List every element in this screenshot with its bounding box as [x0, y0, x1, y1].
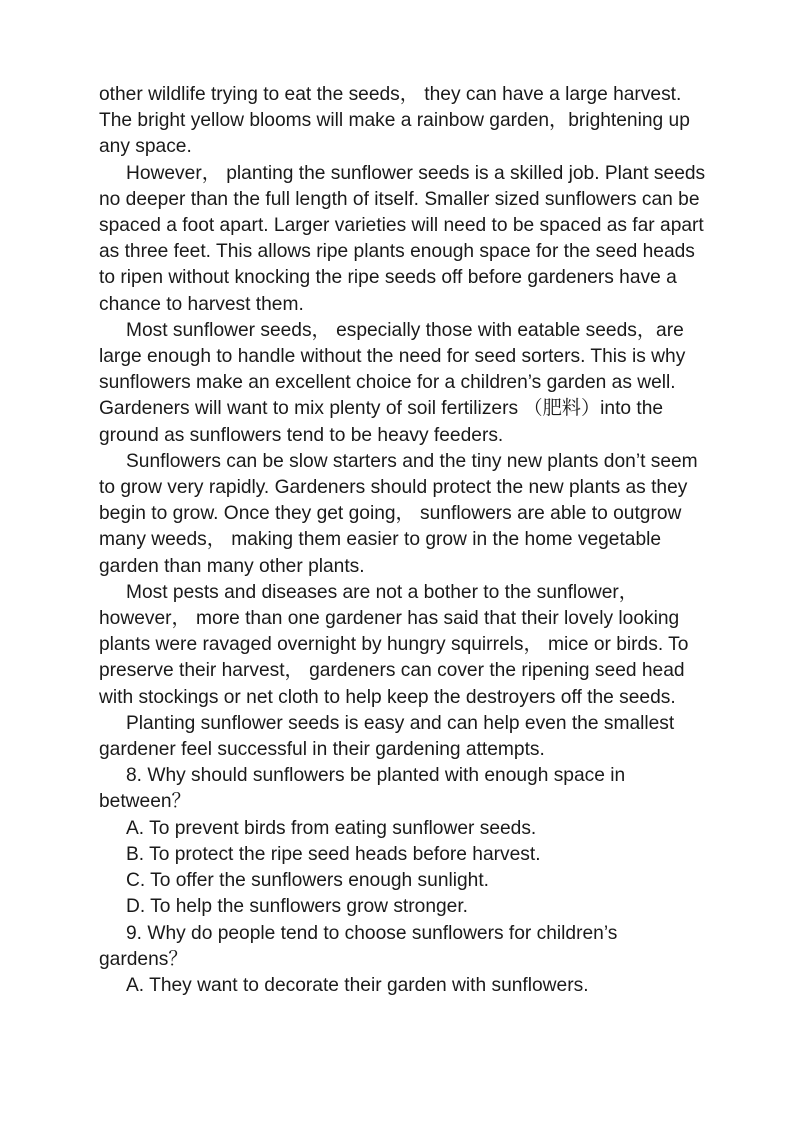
paragraph-planting: However， planting the sunflower seeds is a skilled job. Plant seeds no deeper than the full length of itself. Smaller sized sunflowers can be spaced a foot apart. Larger varieties will need to be spaced as far apart as three feet. This allows ripe plants enough space for the seed heads to ripen without knocking the ripe seeds off before gardeners have a chance to harvest them.: [99, 162, 706, 315]
question-8: [99, 763, 709, 920]
document-page: [99, 82, 709, 999]
question-option: D. To help the sunflowers grow stronger.: [126, 896, 468, 918]
paragraph-continuation: other wildlife trying to eat the seeds， they can have a large harvest. The bright yellow blooms will make a rainbow garden，brightening up any space.: [99, 84, 690, 158]
paragraph-seeds: Most sunflower seeds， especially those with eatable seeds，are large enough to handle without the need for seed sorters. This is why sunflowers make an excellent choice for a children’s garden as well. Gardeners will want to mix plenty of soil fertilizers （肥料）into the ground as sunflowers tend to be heavy feeders.: [99, 319, 686, 446]
paragraph-growth: Sunflowers can be slow starters and the tiny new plants don’t seem to grow very rapidly. Gardeners should protect the new plants as they begin to grow. Once they get going， sunflowers are able to outgrow many weeds， making them easier to grow in the home vegetable garden than many other plants.: [99, 450, 698, 577]
question-stem: 8. Why should sunflowers be planted with enough space in between？: [99, 765, 626, 813]
question-9: [99, 921, 709, 1000]
question-stem: 9. Why do people tend to choose sunflowers for children’s gardens？: [99, 922, 618, 970]
question-option: A. They want to decorate their garden with sunflowers.: [126, 974, 589, 996]
question-option: B. To protect the ripe seed heads before harvest.: [126, 843, 541, 865]
question-option: A. To prevent birds from eating sunflower seeds.: [126, 817, 537, 839]
paragraph-pests: Most pests and diseases are not a bother to the sunflower，however， more than one gardener has said that their lovely looking plants were ravaged overnight by hungry squirrels， mice or birds. To preserve their harvest， gardeners can cover the ripening seed head with stockings or net cloth to help keep the destroyers off the seeds.: [99, 581, 689, 708]
question-option: C. To offer the sunflowers enough sunlight.: [126, 870, 490, 892]
paragraph-conclusion: Planting sunflower seeds is easy and can help even the smallest gardener feel successful in their gardening attempts.: [99, 712, 675, 761]
